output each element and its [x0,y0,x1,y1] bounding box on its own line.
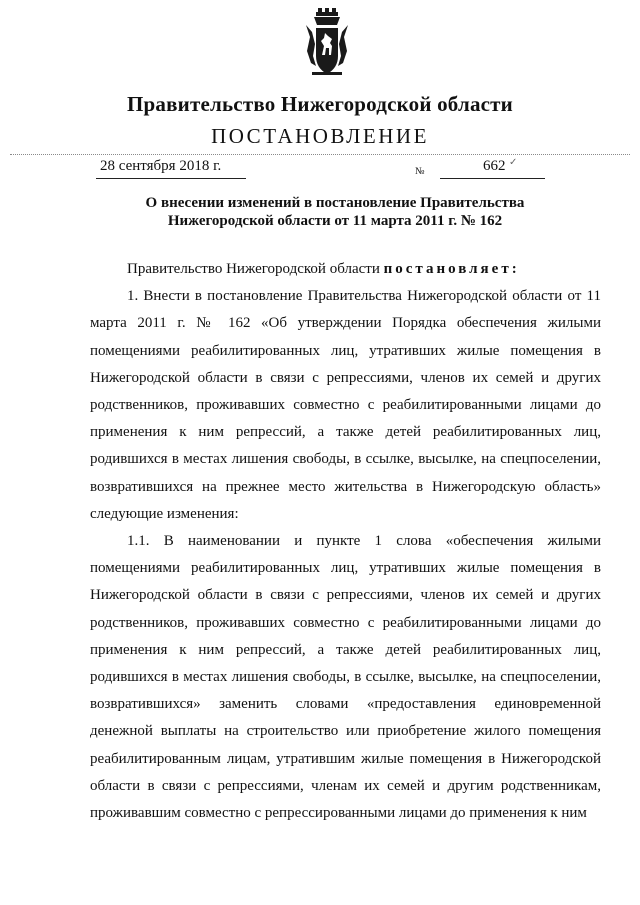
subject-line-1: О внесении изменений в постановление Правительства [145,195,525,211]
handwritten-mark: ✓ [509,157,518,168]
document-number: 662 [483,158,506,174]
intro-text: Правительство Нижегородской области [127,261,384,277]
document-type: ПОСТАНОВЛЕНИЕ [211,124,429,148]
date-underline [96,178,246,179]
header-divider [10,154,630,155]
number-underline [440,178,545,179]
coat-of-arms-icon [302,8,352,78]
paragraph-1-1: 1.1. В наименовании и пункте 1 слова «обеспечения жилыми помещениями реабилитированных лиц, утративших жилые помещения в Нижегородской области в связи с репрессиями, членов их семей и других родственников, проживавших совместно с реабилитированными лицами до применения к ним репрессий, а также детей реабилитированных лиц, родившихся в местах лишения свободы, в ссылке, высылке, на спецпоселении, возвратившихся» заменить словами «предоставления единовременной денежной выплаты на строительство или приобретение жилого помещения реабилитированным лицам, утратившим жилые помещения в Нижегородской области в связи с репрессиями, членам их семей и другим родственникам, проживавшим совместно с репрессированными лицами до применения к ним [90,533,601,822]
document-body [90,256,601,827]
document-subject [100,194,570,230]
government-title: Правительство Нижегородской области [127,92,513,116]
subject-line-2: Нижегородской области от 11 марта 2011 г. № 162 [167,213,503,229]
number-label: № [415,166,425,177]
paragraph-1: 1. Внести в постановление Правительства Нижегородской области от 11 марта 2011 г. № 162 «Об утверждении Порядка обеспечения жилыми помещениями реабилитированных лиц, утративших жилые помещения в Нижегородской области в связи с репрессиями, членов их семей и других родственников, проживавших совместно с реабилитированными лицами до применения к ним репрессий, а также детей реабилитированных лиц, родившихся в местах лишения свободы, в ссылке, высылке, на спецпоселении, возвратившихся на прежнее место жительства в Нижегородскую область» следующие изменения: [90,288,601,522]
document-date: 28 сентября 2018 г. [100,158,222,174]
intro-paragraph [90,256,601,283]
intro-keyword: постановляет: [383,261,520,277]
